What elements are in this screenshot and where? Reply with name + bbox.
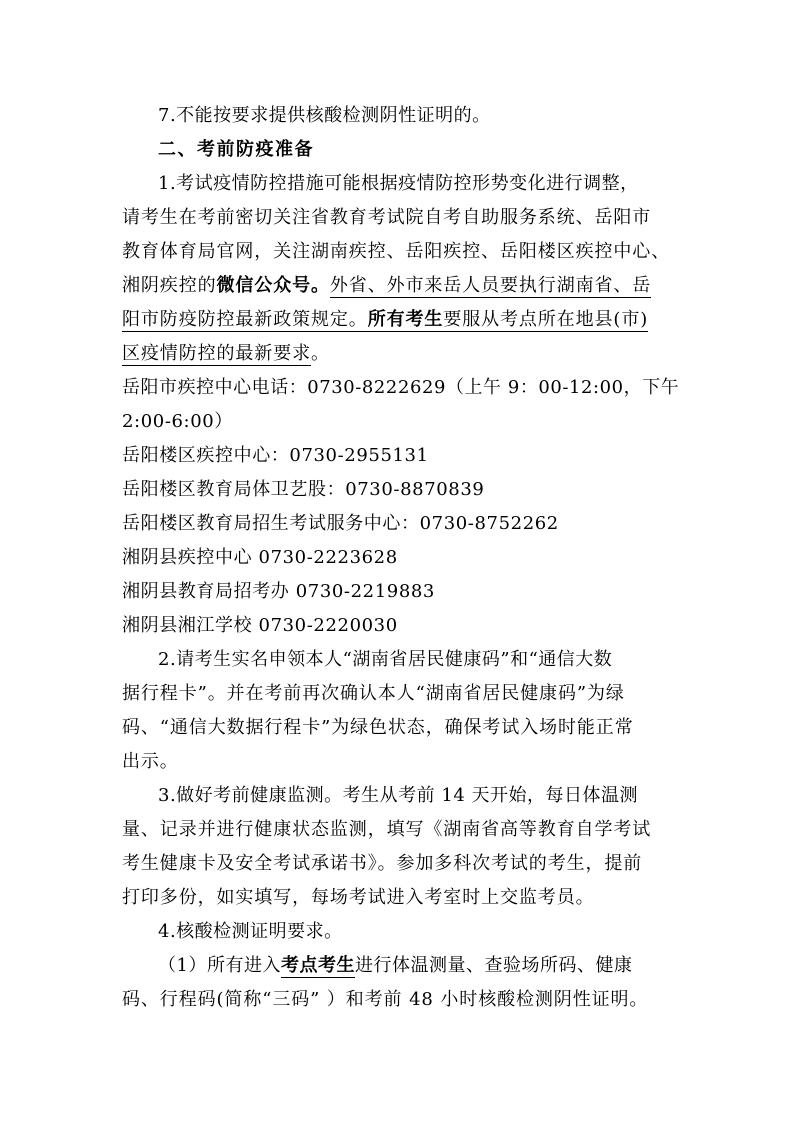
text-segment: 湘阴疾控的	[122, 275, 217, 296]
paragraph-4-line-3: 码、行程码(简称“三码” ）和考前 48 小时核酸检测阴性证明。	[122, 989, 649, 1010]
contact-line: 湘阴县疾控中心 0730-2223628	[122, 547, 398, 568]
bold-text: 微信公众号。	[216, 275, 330, 296]
paragraph-3-line-2: 量、记录并进行健康状态监测，填写《湖南省高等教育自学考试	[122, 819, 652, 840]
paragraph-2-line-2: 据行程卡”。并在考前再次确认本人“湖南省居民健康码”为绿	[122, 683, 625, 704]
underlined-text: 阳市防疫防控最新政策规定。	[122, 309, 368, 330]
paragraph-3-line-3: 考生健康卡及安全考试承诺书》。参加多科次考试的考生，提前	[122, 853, 643, 874]
paragraph-1-line-5	[122, 308, 648, 334]
bold-underlined-text: 考点考生	[280, 955, 355, 976]
paragraph-4-line-2	[158, 954, 632, 980]
text-segment: 。	[311, 343, 330, 364]
paragraph-4-line-1: 4.核酸检测证明要求。	[158, 921, 343, 942]
paragraph-1-line-2: 请考生在考前密切关注省教育考试院自考自助服务系统、岳阳市	[122, 207, 652, 228]
paragraph-3-line-4: 打印多份，如实填写，每场考试进入考室时上交监考员。	[122, 887, 595, 908]
underlined-text: 区疫情防控的最新要求	[122, 343, 311, 364]
paragraph-1-line-1: 1.考试疫情防控措施可能根据疫情防控形势变化进行调整，	[158, 173, 639, 194]
paragraph-1-line-3: 教育体育局官网，关注湖南疾控、岳阳疾控、岳阳楼区疾控中心、	[122, 241, 671, 262]
contact-line: 湘阴县教育局招考办 0730-2219883	[122, 581, 435, 602]
paragraph-2-line-1: 2.请考生实名申领本人“湖南省居民健康码”和“通信大数	[158, 649, 613, 670]
text-segment: 进行体温测量、查验场所码、健康	[354, 955, 633, 976]
bold-underlined-text: 所有考生	[367, 309, 444, 330]
paragraph-2-line-4: 出示。	[122, 751, 179, 772]
underlined-text: 外省、外市来岳人员要执行湖南省、岳	[329, 275, 652, 296]
contact-line: 湘阴县湘江学校 0730-2220030	[122, 615, 398, 636]
contact-line: 岳阳楼区教育局招生考试服务中心：0730-8752262	[122, 513, 559, 534]
paragraph-1-line-6	[122, 342, 330, 368]
section-heading: 二、考前防疫准备	[158, 139, 314, 160]
paragraph-1-line-4	[122, 274, 651, 300]
underlined-text: 要服从考点所在地县(市)	[443, 309, 649, 330]
text-segment: （1）所有进入	[158, 955, 281, 976]
paragraph-3-line-1: 3.做好考前健康监测。考生从考前 14 天开始，每日体温测	[158, 785, 639, 806]
contact-line: 岳阳楼区教育局体卫艺股：0730-8870839	[122, 479, 485, 500]
list-item-7: 7.不能按要求提供核酸检测阴性证明的。	[158, 105, 491, 126]
contact-line: 2:00-6:00）	[122, 411, 233, 432]
contact-line: 岳阳市疾控中心电话：0730-8222629（上午 9：00-12:00，下午	[122, 377, 680, 398]
contact-line: 岳阳楼区疾控中心：0730-2955131	[122, 445, 429, 466]
paragraph-2-line-3: 码、“通信大数据行程卡”为绿色状态，确保考试入场时能正常	[122, 717, 634, 738]
